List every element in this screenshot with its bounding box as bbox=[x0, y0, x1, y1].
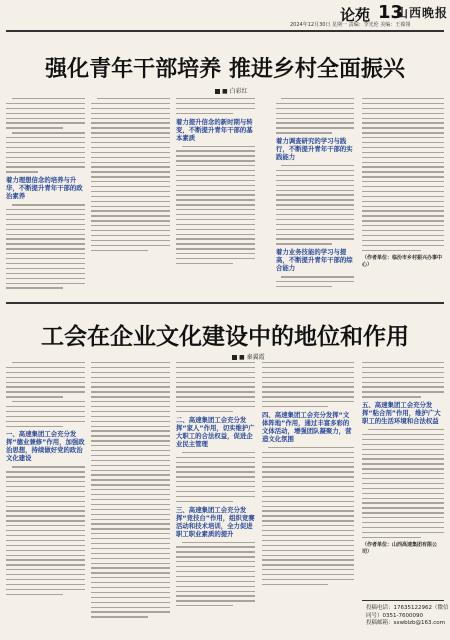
article-1-subheading-3: 着力调查研究的学习与践行，不断提升青年干部的实践能力 bbox=[276, 137, 353, 162]
section-name: 论苑 bbox=[340, 6, 371, 24]
article-1-subheading-2: 着力提升信念的新时期与转变，不断提升青年干部的基本素质 bbox=[176, 117, 253, 142]
article-2-subheading-4: 四、高速集团工会充分发挥“文体阵地”作用，通过丰富多彩的文体活动，增强团队凝聚力，营造文化氛围 bbox=[262, 410, 352, 443]
article-2-author: ■ 秦翼霞 bbox=[232, 352, 265, 361]
article-2-subheading-2: 二、高速集团工会充分发挥“家人”作用，切实维护广大职工的合法权益，促进企业民主管理 bbox=[176, 415, 255, 448]
article-2-column-5 bbox=[362, 362, 444, 559]
page-number: 13 bbox=[378, 2, 404, 23]
masthead bbox=[0, 0, 450, 30]
article-1-author-affiliation: （作者单位：临汾市乡村振兴办事中心） bbox=[362, 254, 443, 268]
article-1-column-4 bbox=[276, 98, 354, 291]
masthead-rule bbox=[6, 30, 444, 32]
article-2-column-1 bbox=[6, 362, 85, 599]
article-2-title: 工会在企业文化建设中的地位和作用 bbox=[41, 324, 409, 350]
article-1-author: ■ 白彩红 bbox=[215, 86, 248, 95]
issue-info: 2024年12月30日 星期一 责编：李光伦 美编：王葆翎 bbox=[290, 22, 411, 28]
newspaper-logo: 山西晚报 bbox=[396, 6, 449, 20]
article-1-subheading-4: 着力业务技能的学习与提高，不断提升青年干部的综合能力 bbox=[276, 248, 353, 273]
article-2-subheading-3: 三、高速集团工会充分发挥“竞技台”作用，组织竞赛活动和技术培训，全力促进职工职业素质的提升 bbox=[176, 505, 255, 538]
article-1-title: 强化青年干部培养 推进乡村全面振兴 bbox=[45, 57, 405, 82]
article-divider bbox=[6, 302, 444, 304]
article-2-column-3 bbox=[176, 362, 255, 610]
article-2-column-2 bbox=[91, 362, 170, 621]
submission-info bbox=[366, 605, 450, 628]
article-2-subheading-5: 五、高速集团工会充分发挥“粘合剂”作用，维护广大职工的生活环境和合法权益 bbox=[362, 401, 441, 426]
article-1-column-3 bbox=[176, 98, 255, 268]
article-1-column-2 bbox=[91, 98, 170, 255]
article-1-column-1 bbox=[6, 98, 85, 292]
article-2-subheading-1: 一、高速集团工会充分发挥“德业兼修”作用，加强政治思想，持续做好党的政治文化建设 bbox=[6, 430, 85, 463]
footer-rule bbox=[362, 600, 444, 601]
article-2-column-4 bbox=[262, 362, 354, 589]
article-1-subheading-1: 着力理想信念的培养与升华，不断提升青年干部的政治素养 bbox=[6, 176, 83, 201]
article-1-column-5 bbox=[362, 98, 444, 272]
article-2-author-affiliation: （作者单位：山西高速集团有限公司） bbox=[362, 541, 438, 555]
submission-phone: 投稿电话：17635122962（微信同号）0351-7600090 bbox=[366, 605, 449, 619]
submission-email: 投稿邮箱：sxwblzb@163.com bbox=[366, 620, 446, 626]
